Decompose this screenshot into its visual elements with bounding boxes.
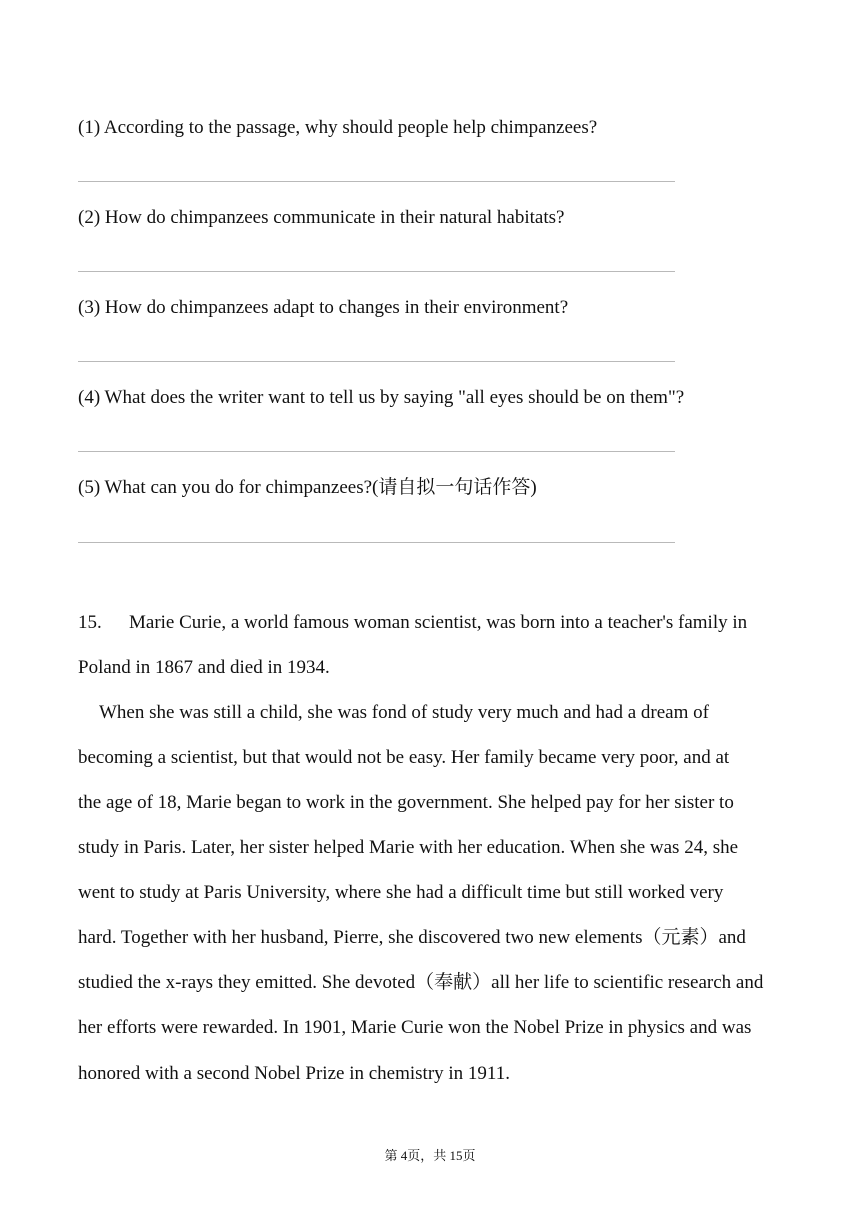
passage-line-5: the age of 18, Marie began to work in the government. She helped pay for her sister to xyxy=(78,792,734,813)
answer-line-5[interactable] xyxy=(78,542,675,543)
page-footer: 第 4页，共 15页 xyxy=(384,1148,476,1163)
question-1: (1) According to the passage, why should people help chimpanzees? xyxy=(78,117,598,138)
passage-line-8: hard. Together with her husband, Pierre, she discovered two new elements（元素）and xyxy=(78,927,746,948)
question-2: (2) How do chimpanzees communicate in their natural habitats? xyxy=(78,207,565,228)
answer-line-2[interactable] xyxy=(78,271,675,272)
question-number: 15. xyxy=(78,612,102,633)
question-5: (5) What can you do for chimpanzees?(请自拟一句话作答) xyxy=(78,477,537,498)
passage-line-10: her efforts were rewarded. In 1901, Marie Curie won the Nobel Prize in physics and was xyxy=(78,1017,752,1038)
answer-line-3[interactable] xyxy=(78,361,675,362)
answer-line-1[interactable] xyxy=(78,181,675,182)
passage-line-4: becoming a scientist, but that would not be easy. Her family became very poor, and at xyxy=(78,747,730,768)
passage-line-1 xyxy=(78,611,747,635)
question-4: (4) What does the writer want to tell us by saying "all eyes should be on them"? xyxy=(78,387,685,408)
passage-line-3: When she was still a child, she was fond of study very much and had a dream of xyxy=(99,702,709,723)
answer-line-4[interactable] xyxy=(78,451,675,452)
passage-line-11: honored with a second Nobel Prize in chemistry in 1911. xyxy=(78,1063,510,1084)
question-3: (3) How do chimpanzees adapt to changes in their environment? xyxy=(78,297,569,318)
passage-line-9: studied the x-rays they emitted. She devoted（奉献）all her life to scientific research and xyxy=(78,972,764,993)
passage-line-6: study in Paris. Later, her sister helped Marie with her education. When she was 24, she xyxy=(78,837,739,858)
passage-line-7: went to study at Paris University, where she had a difficult time but still worked very xyxy=(78,882,724,903)
passage-line-2: Poland in 1867 and died in 1934. xyxy=(78,657,330,678)
passage-text: Marie Curie, a world famous woman scientist, was born into a teacher's family in xyxy=(129,612,748,633)
